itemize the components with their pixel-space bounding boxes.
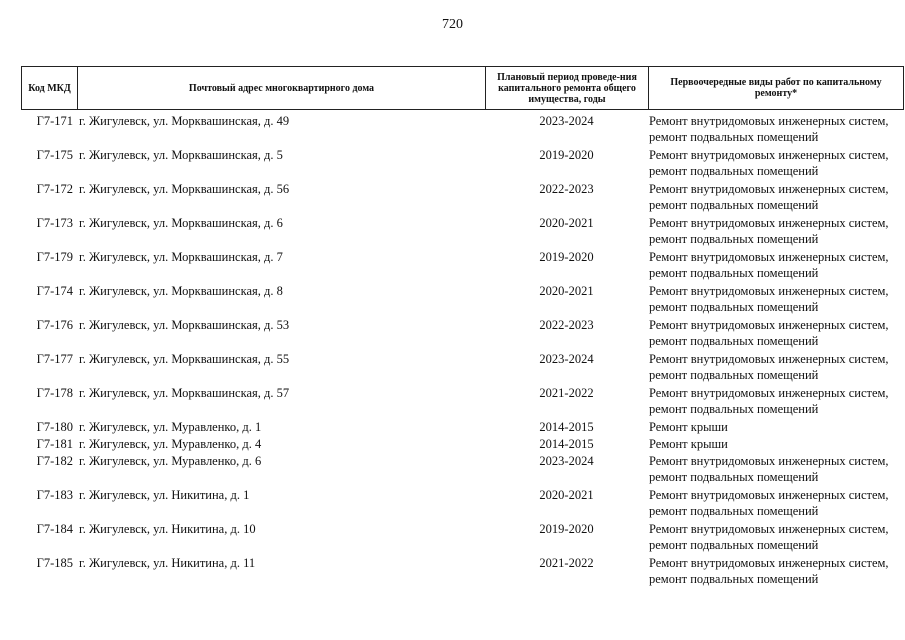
- cell-code: Г7-176: [36, 318, 73, 332]
- works-line: Ремонт внутридомовых инженерных систем,: [649, 318, 889, 332]
- cell-code: Г7-183: [36, 488, 73, 502]
- works-line: Ремонт внутридомовых инженерных систем,: [649, 216, 889, 230]
- cell-address: г. Жигулевск, ул. Никитина, д. 1: [79, 488, 250, 502]
- page-number: 720: [442, 17, 463, 32]
- capital-repair-table: [21, 66, 904, 586]
- cell-works: [648, 317, 904, 349]
- table-row: [21, 521, 904, 553]
- works-line: Ремонт внутридомовых инженерных систем,: [649, 182, 889, 196]
- cell-works: [648, 385, 904, 417]
- header-address: Почтовый адрес многоквартирного дома: [78, 67, 486, 109]
- works-line: Ремонт крыши: [649, 437, 728, 451]
- cell-works: [648, 487, 904, 519]
- cell-period: 2019-2020: [539, 250, 594, 264]
- works-line: ремонт подвальных помещений: [649, 470, 819, 484]
- cell-period: 2020-2021: [539, 488, 594, 502]
- cell-works: [648, 283, 904, 315]
- cell-address: г. Жигулевск, ул. Морквашинская, д. 7: [79, 250, 283, 264]
- cell-works: [648, 181, 904, 213]
- cell-code: Г7-180: [36, 420, 73, 434]
- header-code: Код МКД: [22, 67, 78, 109]
- cell-address: г. Жигулевск, ул. Морквашинская, д. 53: [79, 318, 290, 332]
- cell-code: Г7-173: [36, 216, 73, 230]
- works-line: Ремонт внутридомовых инженерных систем,: [649, 114, 889, 128]
- table-row: [21, 147, 904, 179]
- table-row: [21, 181, 904, 213]
- works-line: ремонт подвальных помещений: [649, 198, 819, 212]
- cell-code: Г7-179: [36, 250, 73, 264]
- cell-address: г. Жигулевск, ул. Никитина, д. 11: [79, 556, 256, 570]
- works-line: ремонт подвальных помещений: [649, 538, 819, 552]
- cell-code: Г7-182: [36, 454, 73, 468]
- works-line: Ремонт внутридомовых инженерных систем,: [649, 250, 889, 264]
- works-line: Ремонт внутридомовых инженерных систем,: [649, 148, 889, 162]
- cell-period: 2021-2022: [539, 556, 594, 570]
- cell-code: Г7-177: [36, 352, 73, 366]
- works-line: ремонт подвальных помещений: [649, 164, 819, 178]
- cell-works: [648, 555, 904, 587]
- works-line: ремонт подвальных помещений: [649, 368, 819, 382]
- cell-code: Г7-181: [36, 437, 73, 451]
- cell-works: [648, 453, 904, 485]
- cell-period: 2020-2021: [539, 284, 594, 298]
- works-line: Ремонт внутридомовых инженерных систем,: [649, 284, 889, 298]
- cell-period: 2019-2020: [539, 148, 594, 162]
- table-row: [21, 487, 904, 519]
- cell-code: Г7-184: [36, 522, 73, 536]
- cell-address: г. Жигулевск, ул. Морквашинская, д. 56: [79, 182, 290, 196]
- table-row: [21, 555, 904, 587]
- cell-address: г. Жигулевск, ул. Никитина, д. 10: [79, 522, 256, 536]
- table-row: [21, 453, 904, 485]
- cell-works: [648, 351, 904, 383]
- works-line: ремонт подвальных помещений: [649, 334, 819, 348]
- works-line: ремонт подвальных помещений: [649, 572, 819, 586]
- cell-period: 2023-2024: [539, 352, 594, 366]
- header-period: Плановый период проведе-ния капитального ремонта общего имущества, годы: [486, 67, 649, 109]
- works-line: Ремонт крыши: [649, 420, 728, 434]
- cell-works: [648, 419, 904, 435]
- works-line: Ремонт внутридомовых инженерных систем,: [649, 556, 889, 570]
- works-line: ремонт подвальных помещений: [649, 504, 819, 518]
- cell-code: Г7-174: [36, 284, 73, 298]
- cell-code: Г7-185: [36, 556, 73, 570]
- works-line: Ремонт внутридомовых инженерных систем,: [649, 488, 889, 502]
- table-row: [21, 436, 904, 452]
- cell-period: 2014-2015: [539, 420, 594, 434]
- table-row: [21, 419, 904, 435]
- table-row: [21, 215, 904, 247]
- cell-code: Г7-175: [36, 148, 73, 162]
- works-line: ремонт подвальных помещений: [649, 402, 819, 416]
- cell-period: 2020-2021: [539, 216, 594, 230]
- works-line: ремонт подвальных помещений: [649, 130, 819, 144]
- works-line: Ремонт внутридомовых инженерных систем,: [649, 454, 889, 468]
- table-header: [21, 66, 904, 110]
- cell-address: г. Жигулевск, ул. Морквашинская, д. 8: [79, 284, 283, 298]
- cell-period: 2022-2023: [539, 318, 594, 332]
- cell-address: г. Жигулевск, ул. Морквашинская, д. 49: [79, 114, 290, 128]
- works-line: Ремонт внутридомовых инженерных систем,: [649, 386, 889, 400]
- cell-works: [648, 113, 904, 145]
- cell-works: [648, 249, 904, 281]
- cell-period: 2023-2024: [539, 454, 594, 468]
- cell-code: Г7-172: [36, 182, 73, 196]
- cell-code: Г7-178: [36, 386, 73, 400]
- cell-address: г. Жигулевск, ул. Морквашинская, д. 55: [79, 352, 290, 366]
- cell-period: 2022-2023: [539, 182, 594, 196]
- cell-address: г. Жигулевск, ул. Муравленко, д. 6: [79, 454, 262, 468]
- cell-address: г. Жигулевск, ул. Морквашинская, д. 6: [79, 216, 283, 230]
- cell-period: 2014-2015: [539, 437, 594, 451]
- cell-works: [648, 147, 904, 179]
- table-row: [21, 317, 904, 349]
- cell-address: г. Жигулевск, ул. Муравленко, д. 1: [79, 420, 262, 434]
- works-line: Ремонт внутридомовых инженерных систем,: [649, 522, 889, 536]
- cell-period: 2021-2022: [539, 386, 594, 400]
- cell-address: г. Жигулевск, ул. Муравленко, д. 4: [79, 437, 262, 451]
- table-row: [21, 351, 904, 383]
- cell-period: 2019-2020: [539, 522, 594, 536]
- table-row: [21, 283, 904, 315]
- cell-works: [648, 436, 904, 452]
- cell-code: Г7-171: [36, 114, 73, 128]
- table-row: [21, 113, 904, 145]
- works-line: Ремонт внутридомовых инженерных систем,: [649, 352, 889, 366]
- cell-address: г. Жигулевск, ул. Морквашинская, д. 5: [79, 148, 283, 162]
- works-line: ремонт подвальных помещений: [649, 300, 819, 314]
- table-row: [21, 385, 904, 417]
- header-works: Первоочередные виды работ по капитальному ремонту*: [670, 77, 882, 99]
- table-row: [21, 249, 904, 281]
- cell-address: г. Жигулевск, ул. Морквашинская, д. 57: [79, 386, 290, 400]
- cell-works: [648, 521, 904, 553]
- cell-period: 2023-2024: [539, 114, 594, 128]
- works-line: ремонт подвальных помещений: [649, 232, 819, 246]
- works-line: ремонт подвальных помещений: [649, 266, 819, 280]
- cell-works: [648, 215, 904, 247]
